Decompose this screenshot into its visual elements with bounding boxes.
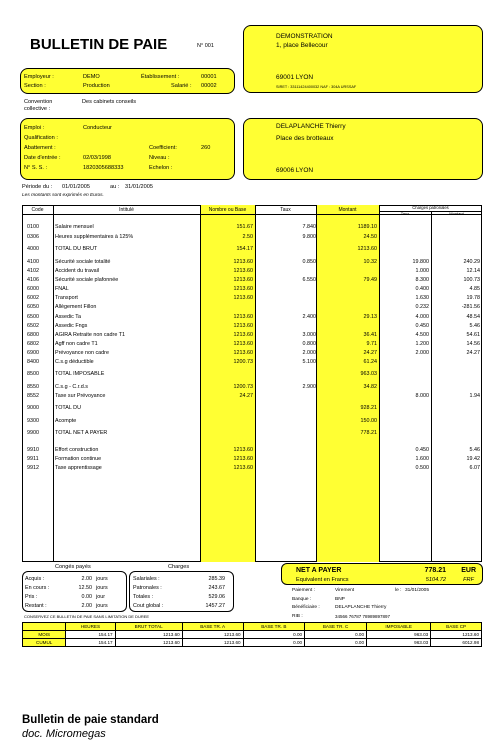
- row-label: Accident du travail: [55, 268, 100, 274]
- table-row: [22, 447, 482, 454]
- table-row: [22, 350, 482, 357]
- row-code: 6002: [27, 295, 39, 301]
- qualification-label: Qualification :: [24, 135, 58, 141]
- row-code: 4102: [27, 268, 39, 274]
- etablissement-label: Établissement :: [141, 74, 180, 80]
- row-base: 1213.60: [233, 314, 253, 320]
- row-taux: 2.400: [302, 314, 316, 320]
- charges-salariales-value: 285.39: [208, 576, 225, 582]
- totals-header-row: [23, 623, 482, 631]
- table-row: [22, 465, 482, 472]
- row-charges-taux: 1.600: [415, 456, 429, 462]
- row-label: Salaire mensuel: [55, 224, 94, 230]
- col-header-charges-montant: Montant: [449, 211, 464, 216]
- table-row: [22, 359, 482, 366]
- row-base: 1213.60: [233, 259, 253, 265]
- row-charges-montant: 4.85: [469, 286, 480, 292]
- row-base: 151.67: [236, 224, 253, 230]
- row-charges-taux: 0.450: [415, 447, 429, 453]
- row-base: 1213.60: [233, 350, 253, 356]
- table-row: [22, 430, 482, 437]
- row-charges-taux: 0.400: [415, 286, 429, 292]
- conges-acquis-unit: jours: [96, 576, 108, 582]
- conges-acquis-label: Acquis :: [25, 576, 45, 582]
- totals-header-cell: BRUT TOTAL: [115, 623, 182, 631]
- table-row: [22, 323, 482, 330]
- row-montant: 928.21: [360, 405, 377, 411]
- row-taux: 2.000: [302, 350, 316, 356]
- conges-encours-label: En cours :: [25, 585, 50, 591]
- row-label: Effort construction: [55, 447, 99, 453]
- employer-box: [20, 68, 235, 94]
- company-name: DEMONSTRATION: [276, 33, 333, 40]
- row-label: Taxe apprentissage: [55, 465, 102, 471]
- conges-encours-value: 12.50: [78, 585, 92, 591]
- charges-cout-label: Cout global :: [133, 603, 164, 609]
- benef-value: DELAPLANCHE Thierry: [335, 605, 387, 610]
- row-base: 24.27: [239, 393, 253, 399]
- etablissement-value: 00001: [201, 74, 217, 80]
- col-header-taux: Taux: [280, 207, 291, 213]
- row-label: Agff non cadre T1: [55, 341, 98, 347]
- niveau-label: Niveau :: [149, 155, 170, 161]
- totals-row: [23, 639, 482, 647]
- totals-cell: 1213.60: [115, 631, 182, 639]
- row-code: 9900: [27, 430, 39, 436]
- employee-address: Place des brotteaux: [276, 135, 334, 142]
- caption-source: doc. Micromegas: [22, 728, 106, 740]
- table-row: [22, 277, 482, 284]
- row-charges-taux: 2.000: [415, 350, 429, 356]
- totals-header-cell: BASE CP: [431, 623, 482, 631]
- row-charges-taux: 8.000: [415, 393, 429, 399]
- row-charges-montant: 5.46: [469, 447, 480, 453]
- totals-header-cell: BASE TR. A: [182, 623, 243, 631]
- date-entree-value: 02/03/1998: [83, 155, 111, 161]
- row-base: 2.50: [242, 234, 253, 240]
- row-base: 1200.73: [233, 384, 253, 390]
- row-montant: 9.71: [366, 341, 377, 347]
- totals-table: [22, 622, 482, 647]
- table-row: [22, 418, 482, 425]
- charges-totales-value: 529.06: [208, 594, 225, 600]
- paiement-value: Virement: [335, 588, 355, 593]
- row-montant: 24.27: [363, 350, 377, 356]
- row-montant: 963.03: [360, 371, 377, 377]
- col-header-charges-taux: Taux: [400, 211, 410, 216]
- totals-cell: 963.03: [367, 639, 431, 647]
- row-taux: 6.550: [302, 277, 316, 283]
- company-address: 1, place Bellecour: [276, 42, 328, 49]
- row-code: 8400: [27, 359, 39, 365]
- row-charges-montant: 19.78: [466, 295, 480, 301]
- row-taux: 9.800: [302, 234, 316, 240]
- row-code: 4106: [27, 277, 39, 283]
- conges-pris-label: Pris :: [25, 594, 38, 600]
- row-code: 0306: [27, 234, 39, 240]
- table-row: [22, 314, 482, 321]
- conges-restant-label: Restant :: [25, 603, 47, 609]
- row-base: 1213.60: [233, 286, 253, 292]
- row-label: Formation continue: [55, 456, 102, 462]
- row-label: Allègement Fillon: [55, 304, 97, 310]
- row-charges-montant: 19.42: [466, 456, 480, 462]
- row-label: C.s.g - C.r.d.s: [55, 384, 88, 390]
- company-city: 69001 LYON: [276, 74, 314, 81]
- totals-header-cell: IMPOSABLE: [367, 623, 431, 631]
- le-value: 31/01/2005: [405, 588, 430, 593]
- table-row: [22, 332, 482, 339]
- row-code: 4100: [27, 259, 39, 265]
- employee-address-box: [243, 118, 483, 180]
- row-charges-taux: 1.000: [415, 268, 429, 274]
- row-charges-montant: 100.73: [463, 277, 480, 283]
- row-label: Sécurité sociale totalité: [55, 259, 111, 265]
- charges-totales-label: Totales :: [133, 594, 154, 600]
- row-code: 6802: [27, 341, 39, 347]
- row-montant: 24.50: [363, 234, 377, 240]
- charges-title: Charges: [168, 564, 190, 570]
- period-to: 31/01/2005: [125, 184, 153, 190]
- row-label: Transport: [55, 295, 78, 301]
- row-label: Taxe sur Prévoyance: [55, 393, 106, 399]
- row-montant: 61.24: [363, 359, 377, 365]
- benef-label: Bénéficiaire :: [292, 605, 320, 610]
- row-base: 1213.60: [233, 456, 253, 462]
- row-taux: 0.850: [302, 259, 316, 265]
- row-code: 6500: [27, 314, 39, 320]
- row-label: TOTAL DU: [55, 405, 81, 411]
- period-label: Période du :: [22, 184, 53, 190]
- col-header-base: Nombre ou Base: [208, 207, 247, 213]
- emploi-label: Emploi :: [24, 125, 45, 131]
- employer-value: DEMO: [83, 74, 100, 80]
- totals-cell: 1213.60: [431, 631, 482, 639]
- row-charges-montant: 1.94: [469, 393, 480, 399]
- row-base: 1200.73: [233, 359, 253, 365]
- row-base: 1213.60: [233, 465, 253, 471]
- table-row: [22, 224, 482, 231]
- equiv-value: 5104.72: [425, 577, 446, 583]
- row-label: C.s.g déductible: [55, 359, 94, 365]
- table-row: [22, 341, 482, 348]
- row-label: TOTAL NET A PAYER: [55, 430, 108, 436]
- row-base: 1213.60: [233, 277, 253, 283]
- totals-cell: 1213.60: [182, 631, 243, 639]
- net-value: 778.21: [424, 567, 446, 574]
- charges-patronales-value: 243.67: [208, 585, 225, 591]
- col-header-code: Code: [31, 207, 44, 213]
- row-base: 1213.60: [233, 268, 253, 274]
- row-charges-taux: 4.000: [415, 314, 429, 320]
- convention-value: Des cabinets conseils: [82, 99, 137, 105]
- table-row: [22, 456, 482, 463]
- row-code: 6050: [27, 304, 39, 310]
- table-row: [22, 304, 482, 311]
- paiement-label: Paiement :: [292, 588, 315, 593]
- charges-cout-value: 1457.27: [205, 603, 225, 609]
- row-charges-montant: 54.61: [466, 332, 480, 338]
- table-row: [22, 268, 482, 275]
- rib-label: RIB :: [292, 614, 303, 619]
- employee-name: DELAPLANCHE Thierry: [276, 123, 346, 130]
- row-montant: 29.13: [363, 314, 377, 320]
- totals-header-cell: BASE TR. C: [305, 623, 367, 631]
- row-label: TOTAL IMPOSABLE: [55, 371, 105, 377]
- equiv-currency: FRF: [463, 577, 474, 583]
- row-montant: 150.00: [360, 418, 377, 424]
- row-code: 6502: [27, 323, 39, 329]
- totals-cell: 6012.98: [431, 639, 482, 647]
- totals-cell: 0.00: [243, 639, 304, 647]
- row-label: Sécurité sociale plafonnée: [55, 277, 119, 283]
- net-label: NET A PAYER: [296, 567, 342, 574]
- row-code: 9300: [27, 418, 39, 424]
- rib-value: 34566 76787 78989897897: [335, 614, 391, 619]
- company-ids: SIRET : 33111424400032 NAF : 304A URSSAF: [276, 85, 357, 89]
- employee-city: 69006 LYON: [276, 167, 314, 174]
- row-base: 1213.60: [233, 341, 253, 347]
- convention-label: Convention collective :: [24, 99, 53, 112]
- row-code: 9910: [27, 447, 39, 453]
- row-taux: 5.100: [302, 359, 316, 365]
- row-charges-taux: 1.200: [415, 341, 429, 347]
- row-montant: 79.49: [363, 277, 377, 283]
- charges-salariales-label: Salariales :: [133, 576, 160, 582]
- row-montant: 1189.10: [357, 224, 377, 230]
- charges-patronales-label: Patronales :: [133, 585, 162, 591]
- totals-cell: 1213.60: [115, 639, 182, 647]
- totals-cell: 963.03: [367, 631, 431, 639]
- row-montant: 36.41: [363, 332, 377, 338]
- table-row: [22, 384, 482, 391]
- row-montant: 10.32: [363, 259, 377, 265]
- net-box: [281, 563, 483, 585]
- row-charges-montant: 24.27: [466, 350, 480, 356]
- company-box: [243, 25, 483, 93]
- table-row: [22, 259, 482, 266]
- table-row: [22, 286, 482, 293]
- emploi-value: Conducteur: [83, 125, 112, 131]
- row-base: 1213.60: [233, 447, 253, 453]
- col-header-intitule: Intitulé: [119, 207, 134, 213]
- totals-row-label: CUMUL: [23, 639, 66, 647]
- row-charges-montant: 48.54: [466, 314, 480, 320]
- nss-value: 1820305688333: [83, 165, 124, 171]
- row-montant: 34.82: [363, 384, 377, 390]
- period-from: 01/01/2005: [62, 184, 90, 190]
- row-code: 4000: [27, 246, 39, 252]
- net-currency: EUR: [461, 567, 476, 574]
- conges-pris-value: 0.00: [81, 594, 92, 600]
- row-code: 0100: [27, 224, 39, 230]
- row-charges-montant: 5.46: [469, 323, 480, 329]
- employee-info-box: [20, 118, 235, 180]
- row-base: 154.17: [236, 246, 253, 252]
- table-row: [22, 393, 482, 400]
- keep-note: CONSERVEZ CE BULLETIN DE PAIE SANS LIMITATION DE DUREE: [24, 614, 150, 619]
- row-label: FNAL: [55, 286, 69, 292]
- row-taux: 3.000: [302, 332, 316, 338]
- row-charges-taux: 0.450: [415, 323, 429, 329]
- row-charges-taux: 4.500: [415, 332, 429, 338]
- conges-pris-unit: jour: [96, 594, 105, 600]
- conges-restant-value: 2.00: [81, 603, 92, 609]
- row-charges-taux: 19.800: [412, 259, 429, 265]
- row-code: 9912: [27, 465, 39, 471]
- totals-header-cell: BASE TR. B: [243, 623, 304, 631]
- banque-value: BNP: [335, 597, 345, 602]
- conges-restant-unit: jours: [96, 603, 108, 609]
- table-row: [22, 295, 482, 302]
- caption-title: Bulletin de paie standard: [22, 714, 159, 726]
- payslip-number: N° 001: [197, 43, 214, 49]
- salarie-value: 00002: [201, 83, 217, 89]
- row-charges-taux: 0.232: [415, 304, 429, 310]
- col-header-charges: Charges patronales: [412, 205, 449, 210]
- row-code: 9000: [27, 405, 39, 411]
- row-taux: 7.840: [302, 224, 316, 230]
- row-label: TOTAL DU BRUT: [55, 246, 98, 252]
- totals-row-label: MOIS: [23, 631, 66, 639]
- row-code: 8500: [27, 371, 39, 377]
- equiv-label: Equivalent en Francs: [296, 577, 349, 583]
- nss-label: N° S. S. :: [24, 165, 48, 171]
- conges-title: Congés payés: [55, 564, 91, 570]
- date-entree-label: Date d'entrée :: [24, 155, 61, 161]
- row-label: Acompte: [55, 418, 77, 424]
- table-row: [22, 234, 482, 241]
- row-code: 6800: [27, 332, 39, 338]
- row-code: 6900: [27, 350, 39, 356]
- totals-cell: 154.17: [66, 639, 115, 647]
- table-row: [22, 371, 482, 378]
- row-code: 8552: [27, 393, 39, 399]
- row-taux: 2.900: [302, 384, 316, 390]
- conges-encours-unit: jours: [96, 585, 108, 591]
- row-label: AGIRA Retraite non cadre T1: [55, 332, 126, 338]
- totals-cell: 154.17: [66, 631, 115, 639]
- section-label: Section :: [24, 83, 46, 89]
- period-to-label: au :: [110, 184, 120, 190]
- le-label: le :: [395, 588, 402, 593]
- row-label: Heures supplémentaires à 125%: [55, 234, 134, 240]
- col-header-montant: Montant: [338, 207, 357, 213]
- table-row: [22, 405, 482, 412]
- row-charges-montant: 240.29: [463, 259, 480, 265]
- row-code: 9911: [27, 456, 39, 462]
- totals-cell: 1213.60: [182, 639, 243, 647]
- payslip-title: BULLETIN DE PAIE: [30, 36, 168, 53]
- coefficient-label: Coefficient:: [149, 145, 177, 151]
- row-charges-montant: 12.14: [466, 268, 480, 274]
- row-label: Prévoyance non cadre: [55, 350, 109, 356]
- row-charges-montant: 14.56: [466, 341, 480, 347]
- row-taux: 0.800: [302, 341, 316, 347]
- row-base: 1213.60: [233, 332, 253, 338]
- conges-acquis-value: 2.00: [81, 576, 92, 582]
- row-charges-taux: 0.500: [415, 465, 429, 471]
- totals-header-cell: [23, 623, 66, 631]
- row-charges-montant: -281.56: [461, 304, 480, 310]
- row-montant: 1213.60: [357, 246, 377, 252]
- row-charges-taux: 8.300: [415, 277, 429, 283]
- row-base: 1213.60: [233, 295, 253, 301]
- totals-header-cell: HEURES: [66, 623, 115, 631]
- echelon-label: Echelon :: [149, 165, 173, 171]
- salarie-label: Salarié :: [171, 83, 192, 89]
- totals-cell: 0.00: [305, 631, 367, 639]
- row-charges-montant: 6.07: [469, 465, 480, 471]
- row-base: 1213.60: [233, 323, 253, 329]
- row-montant: 778.21: [360, 430, 377, 436]
- row-code: 6000: [27, 286, 39, 292]
- coefficient-value: 260: [201, 145, 211, 151]
- totals-cell: 0.00: [305, 639, 367, 647]
- row-code: 8550: [27, 384, 39, 390]
- employer-label: Employeur :: [24, 74, 54, 80]
- row-label: Assedic Ta: [55, 314, 81, 320]
- row-label: Assedic Fngs: [55, 323, 88, 329]
- abattement-label: Abattement :: [24, 145, 56, 151]
- section-value: Production: [83, 83, 110, 89]
- totals-cell: 0.00: [243, 631, 304, 639]
- banque-label: Banque :: [292, 597, 312, 602]
- totals-row: [23, 631, 482, 639]
- row-charges-taux: 1.630: [415, 295, 429, 301]
- table-row: [22, 246, 482, 253]
- currency-note: Les montants sont exprimés en Euros.: [22, 193, 104, 198]
